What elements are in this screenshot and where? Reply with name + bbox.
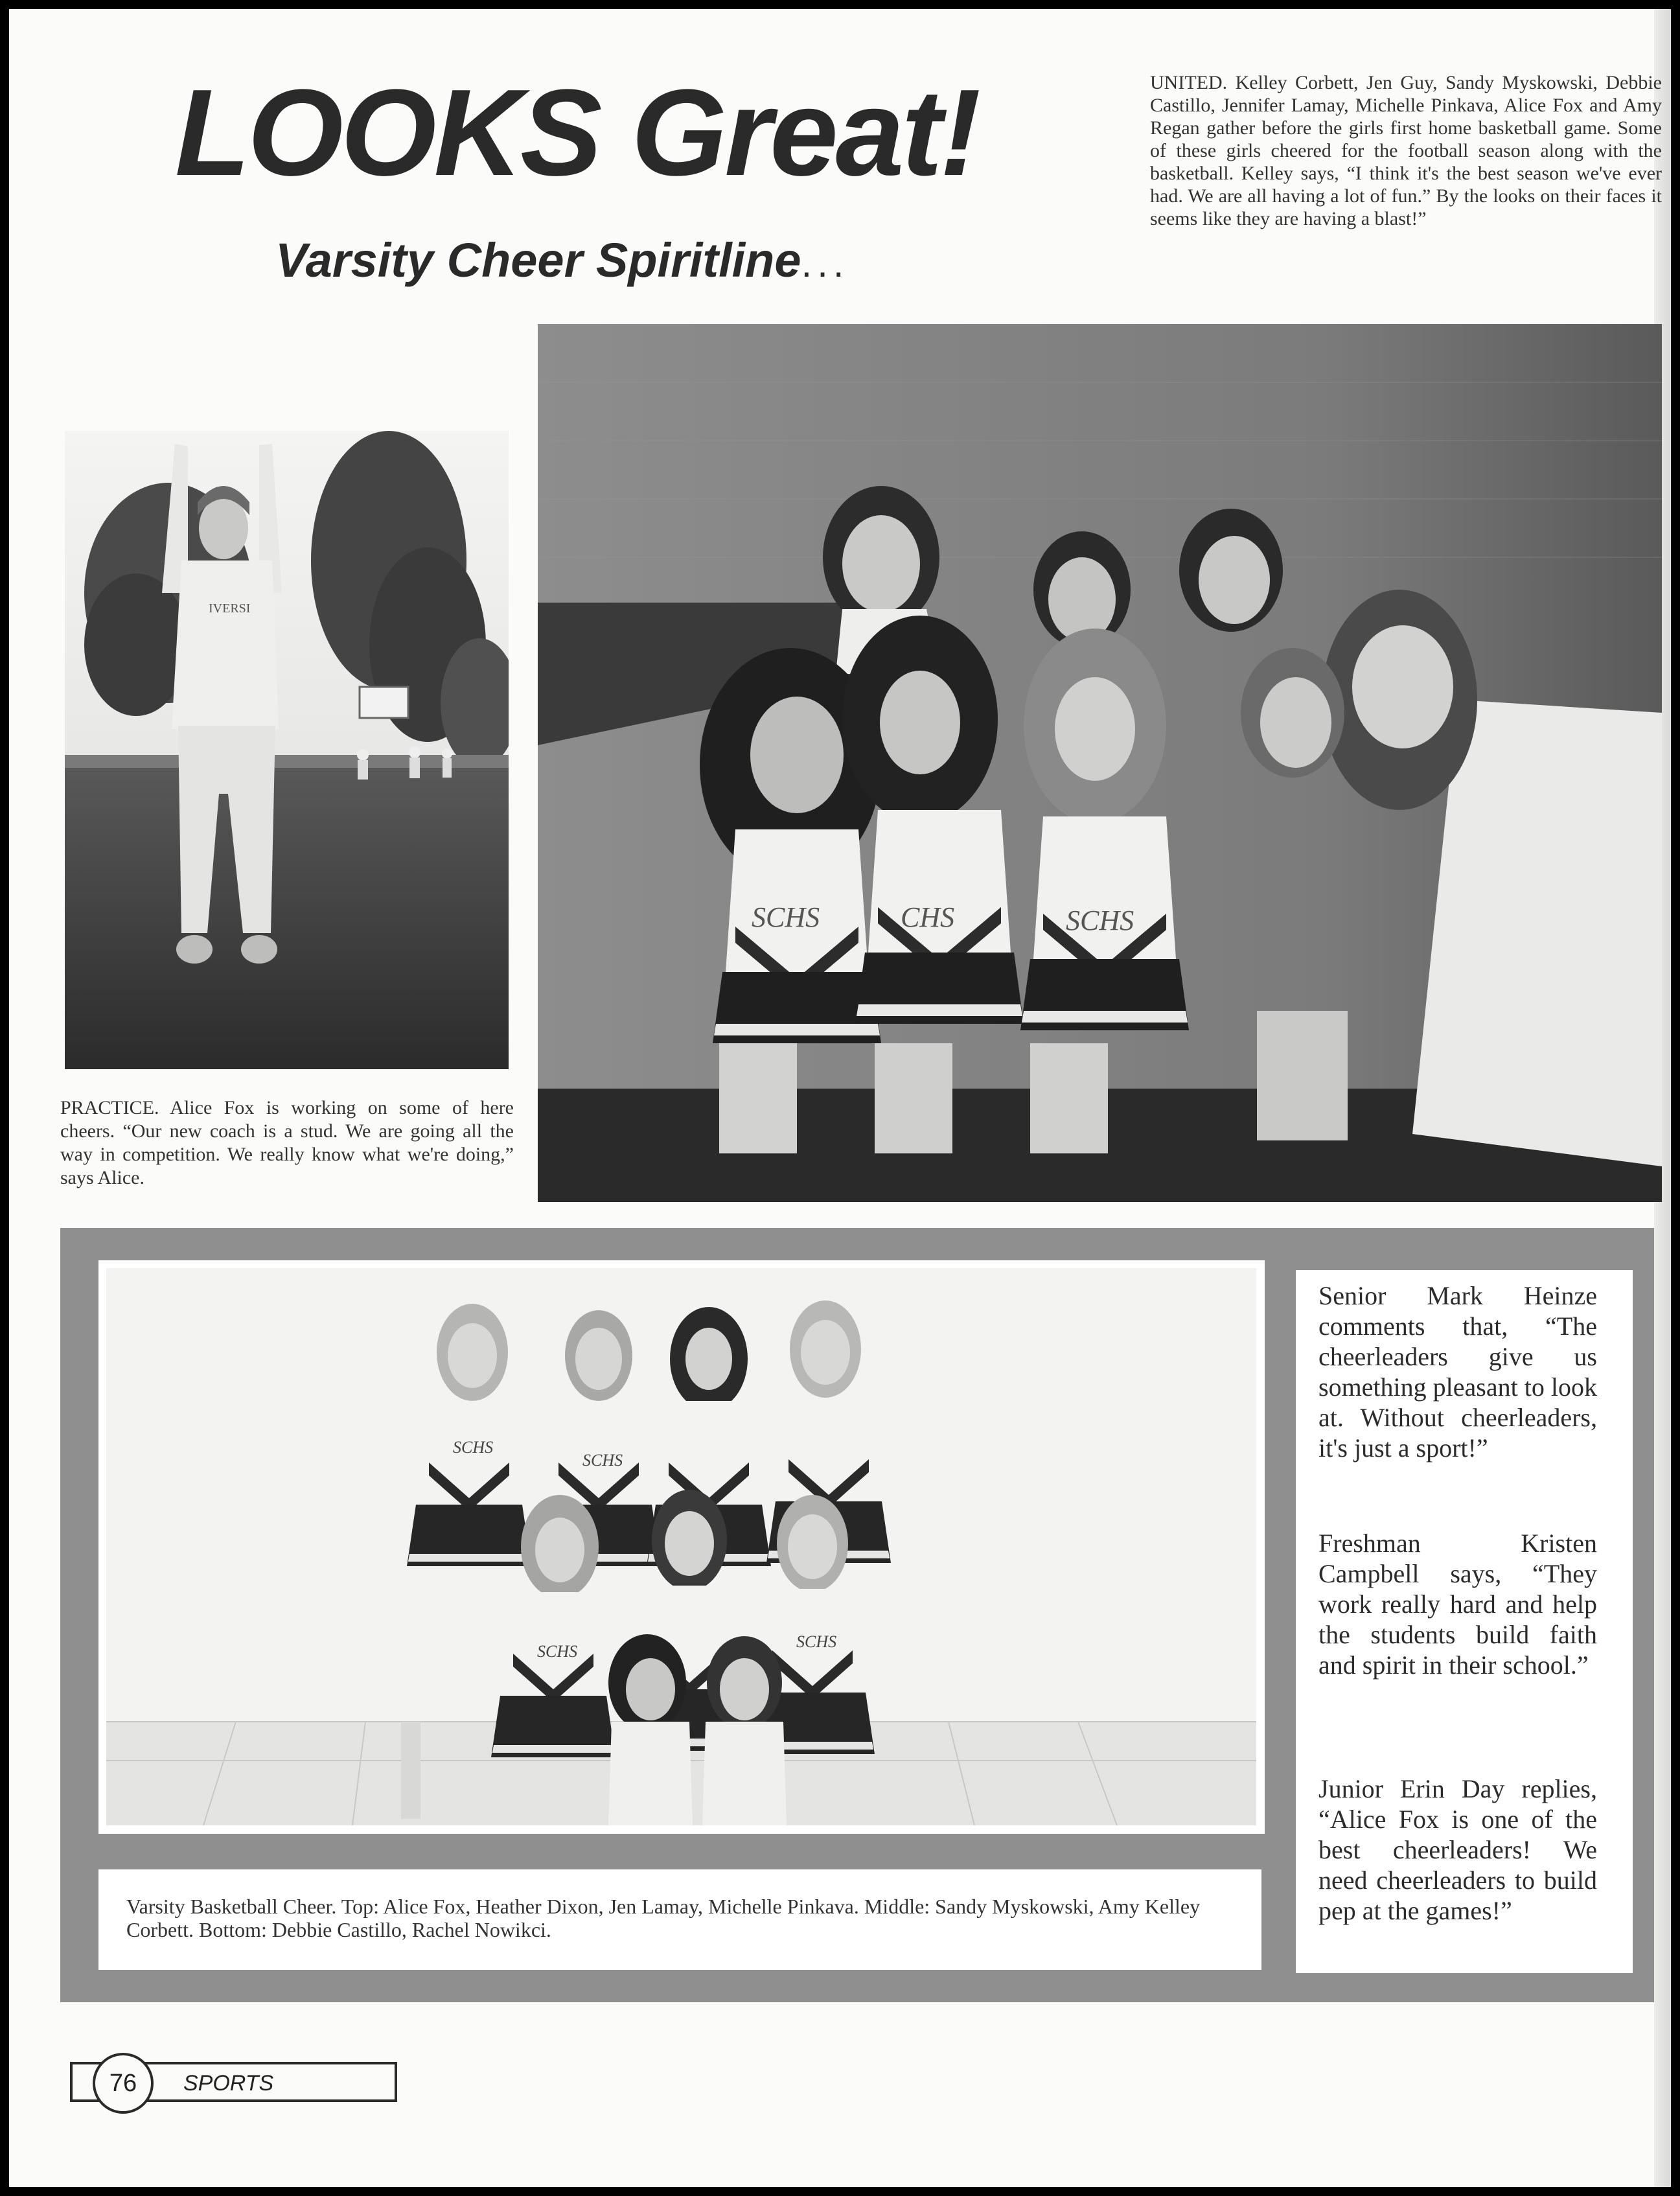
page-number: 76	[109, 2070, 137, 2097]
team-uniform-lettering-3: SCHS	[537, 1642, 578, 1661]
section-label: SPORTS	[183, 2071, 274, 2096]
subtitle-text: Varsity Cheer Spiritline	[275, 233, 801, 287]
team-photo-image	[106, 1268, 1256, 1825]
page-folio	[63, 2053, 400, 2111]
team-photo	[106, 1268, 1256, 1825]
page-title: LOOKS Great!	[175, 64, 978, 202]
quote-mark-heinze: Senior Mark Heinze comments that, “The cheerleaders give us something pleasant to look at. Without cheerleaders, it's just a sport!”	[1318, 1281, 1597, 1462]
subtitle-ellipsis: ...	[801, 242, 849, 285]
team-caption: Varsity Basketball Cheer. Top: Alice Fox, Heather Dixon, Jen Lamay, Michelle Pinkava. Middle: Sandy Myskowski, Amy Kelley Corbett. Bottom: Debbie Castillo, Rachel Nowikci.	[126, 1895, 1201, 1941]
team-uniform-lettering-1: SCHS	[453, 1438, 494, 1457]
united-caption: UNITED. Kelley Corbett, Jen Guy, Sandy Myskowski, Debbie Castillo, Jennifer Lamay, Michelle Pinkava, Alice Fox and Amy Regan gather before the girls first home basketball game. Some of these girls cheered for the football season along with the basketball. Kelley says, “I think it's the best season we've ever had. We are all having a lot of fun.” By the looks on their faces it seems like they are having a blast!”	[1150, 72, 1662, 229]
uniform-lettering-1: SCHS	[752, 901, 820, 933]
uniform-lettering-3: SCHS	[1066, 905, 1134, 936]
team-uniform-lettering-4: SCHS	[796, 1632, 837, 1651]
shirt-lettering: IVERSI	[209, 601, 251, 616]
team-uniform-lettering-2: SCHS	[582, 1451, 623, 1470]
quote-erin-day: Junior Erin Day replies, “Alice Fox is one of the best cheerleaders! We need cheerleaders to build pep at the games!”	[1318, 1774, 1597, 1925]
quote-kristen-campbell: Freshman Kristen Campbell says, “They work really hard and help the students build faith and spirit in their school.”	[1318, 1529, 1597, 1680]
practice-photo	[65, 431, 509, 1069]
uniform-lettering-2: CHS	[901, 901, 955, 933]
page-subtitle	[275, 233, 988, 287]
united-group-photo	[538, 324, 1662, 1202]
practice-photo-image	[65, 431, 509, 1069]
united-group-photo-image	[538, 324, 1662, 1202]
practice-caption: PRACTICE. Alice Fox is working on some of here cheers. “Our new coach is a stud. We are going all the way in competition. We really know what we're doing,” says Alice.	[60, 1097, 514, 1188]
